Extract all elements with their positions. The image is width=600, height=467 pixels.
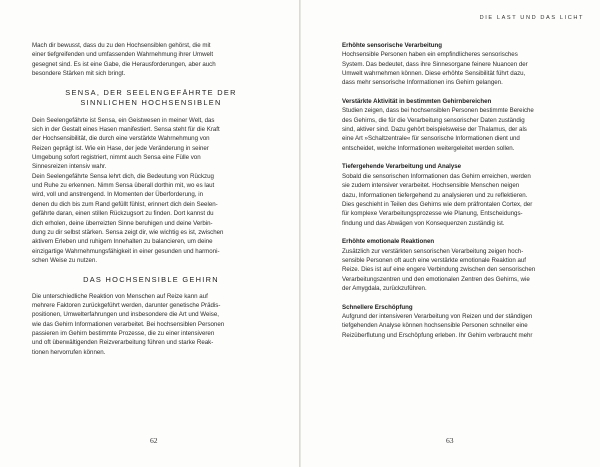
section-heading-gehirn: DAS HOCHSENSIBLE GEHIRN — [83, 274, 219, 284]
text-line: sind, aktiver sind. Dazu gehört beispielsweise der Thalamus, der als — [342, 126, 527, 134]
text-line: der Hochsensibilität, die durch eine verstärkte Wahrnehmung von — [32, 135, 210, 143]
page-number-right: 63 — [446, 436, 454, 445]
paragraph-gehirn — [32, 292, 270, 357]
page-number-left: 62 — [150, 436, 158, 445]
paragraph — [342, 172, 581, 228]
text-line: gefährte daran, einen stillen Rückzugsort zu finden. Dort kannst du — [32, 210, 214, 218]
text-line: wie das Gehirn Informationen verarbeitet. Bei hochsensiblen Personen — [32, 320, 225, 328]
text-line: des Gehirns, die für die Verarbeitung sensorischer Daten zuständig — [342, 116, 525, 124]
text-line: wird, voll und anstrengend. In Momenten der Überforderung, in — [32, 191, 204, 199]
heading-line: SENSA, DER SEELENGEFÄHRTE DER — [65, 87, 237, 97]
text-line: sich in der Gestalt eines Hasen manifestiert. Sensa steht für die Kraft — [32, 126, 220, 134]
text-line: Dein Seelengefährte Sensa lehrt dich, die Bedeutung von Rückzug — [32, 172, 214, 180]
text-line: und oft überwältigenden Reizverarbeitung führen und starke Reak- — [32, 339, 214, 347]
text-line: einzigartige Wahrnehmungsfähigkeit in einer gesunden und harmoni- — [32, 247, 220, 255]
text-line: Reizüberflutung und Erschöpfung erleben. Ihr Gehirn verbraucht mehr — [342, 331, 533, 339]
section-heading-sensa — [32, 88, 270, 108]
text-line: Mach dir bewusst, dass du zu den Hochsensiblen gehörst, die mit — [32, 42, 211, 49]
text-line: eine Art »Schaltzentrale« für sensorische Informationen dient und — [342, 135, 520, 143]
text-line: Hochsensible Personen haben ein empfindlicheres sensorisches — [342, 51, 518, 59]
text-line: Sobald die sensorischen Informationen das Gehirn erreichen, werden — [342, 172, 531, 180]
subheading: Tiefergehende Verarbeitung und Analyse — [342, 163, 462, 171]
text-line: Dies geschieht in Teilen des Gehirns wie dem präfrontalen Cortex, der — [342, 200, 533, 208]
paragraph — [342, 50, 581, 87]
text-line: entscheidet, welche Informationen weitergeleitet werden sollen. — [342, 144, 515, 152]
text-line: dazu, Informationen tiefergehend zu analysieren und zu reflektieren. — [342, 191, 528, 199]
text-line: denen du dich bis zum Rand gefüllt fühlst, erinnert dich dein Seelen- — [32, 200, 218, 208]
text-line: findung und das Abwägen von Konsequenzen zuständig ist. — [342, 219, 505, 227]
right-page — [301, 0, 600, 467]
text-line: Reizen geprägt ist. Wie ein Hase, der jede Veränderung in seiner — [32, 144, 209, 152]
heading-line: SINNLICHEN HOCHSENSIBLEN — [80, 97, 222, 107]
text-line: positionen, Umwelterfahrungen und insbesondere die Art und Weise, — [32, 311, 219, 319]
subheading: Erhöhte sensorische Verarbeitung — [342, 42, 442, 49]
paragraph — [342, 247, 581, 294]
text-line: und Ruhe zu erkennen. Nimm Sensa überall dorthin mit, wo es laut — [32, 182, 215, 190]
text-line: dung zu dir selbst stärken. Sensa zeigt dir, wie wichtig es ist, zwischen — [32, 228, 224, 236]
left-text-column — [32, 41, 270, 357]
text-line: Sinnesreizen intensiv wahr. — [32, 163, 107, 171]
text-line: Reize. Dies ist auf eine engere Verbindung zwischen den sensorischen — [342, 266, 536, 274]
text-line: dich erholen, deine überreizten Sinne beruhigen und deine Verbin- — [32, 219, 213, 227]
text-line: Die unterschiedliche Reaktion von Menschen auf Reize kann auf — [32, 292, 208, 300]
left-page — [0, 0, 299, 467]
text-line: sensible Personen oft auch eine verstärkte emotionale Reaktion auf — [342, 256, 526, 264]
text-line: Verarbeitungszentren und den emotionalen Zentren des Gehirns, wie — [342, 275, 530, 283]
text-line: System. Das bedeutet, dass ihre Sinnesorgane feinere Nuancen der — [342, 60, 528, 68]
running-header: DIE LAST UND DAS LICHT — [479, 15, 584, 21]
text-line: mehrere Faktoren zurückgeführt werden, darunter genetische Prädis- — [32, 301, 221, 309]
text-line: tionen hervorrufen können. — [32, 348, 106, 356]
text-line: schen Weise zu nutzen. — [32, 256, 98, 264]
text-line: der Amygdala, zurückzuführen. — [342, 284, 427, 292]
text-line: passieren im Gehirn bestimmte Prozesse, die zu einer intensiveren — [32, 329, 215, 337]
text-line: Zusätzlich zur verstärkten sensorischen Verarbeitung zeigen hoch- — [342, 247, 524, 255]
text-line: Aufgrund der intensiveren Verarbeitung von Reizen und der ständigen — [342, 312, 533, 320]
text-line: für komplexe Verarbeitungsprozesse wie Planung, Entscheidungs- — [342, 210, 523, 218]
paragraph-rueckzug — [32, 172, 270, 265]
paragraph-sensa — [32, 116, 270, 172]
text-line: Umwelt wahrnehmen können. Diese erhöhte Sensibilität führt dazu, — [342, 70, 526, 78]
text-line: Umgebung sofort registriert, nimmt auch Sensa eine Fülle von — [32, 154, 201, 162]
text-line: dass mehr sensorische Informationen ins Gehirn gelangen. — [342, 79, 503, 87]
text-line: aktivem Erleben und ruhigem Innehalten zu balancieren, um deine — [32, 238, 213, 246]
right-text-column — [342, 41, 581, 340]
text-line: tiefgehenden Analyse können hochsensible Personen schneller eine — [342, 322, 528, 330]
subheading: Erhöhte emotionale Reaktionen — [342, 238, 435, 246]
text-line: besondere Stärken mit sich bringt. — [32, 70, 126, 78]
paragraph — [342, 312, 581, 340]
subheading: Schnellere Erschöpfung — [342, 303, 413, 311]
intro-paragraph — [32, 41, 270, 78]
text-line: einer tiefgreifenden und umfassenden Wahrnehmung ihrer Umwelt — [32, 51, 214, 59]
text-line: gesegnet sind. Es ist eine Gabe, die Herausforderungen, aber auch — [32, 60, 216, 68]
paragraph — [342, 106, 581, 153]
subheading: Verstärkte Aktivität in bestimmten Gehirnbereichen — [342, 98, 492, 106]
text-line: Dein Seelengefährte ist Sensa, ein Geistwesen in meiner Welt, das — [32, 116, 215, 124]
text-line: Studien zeigen, dass bei hochsensiblen Personen bestimmte Bereiche — [342, 107, 534, 115]
text-line: sie zudem intensiver verarbeitet. Hochsensible Menschen neigen — [342, 182, 520, 190]
